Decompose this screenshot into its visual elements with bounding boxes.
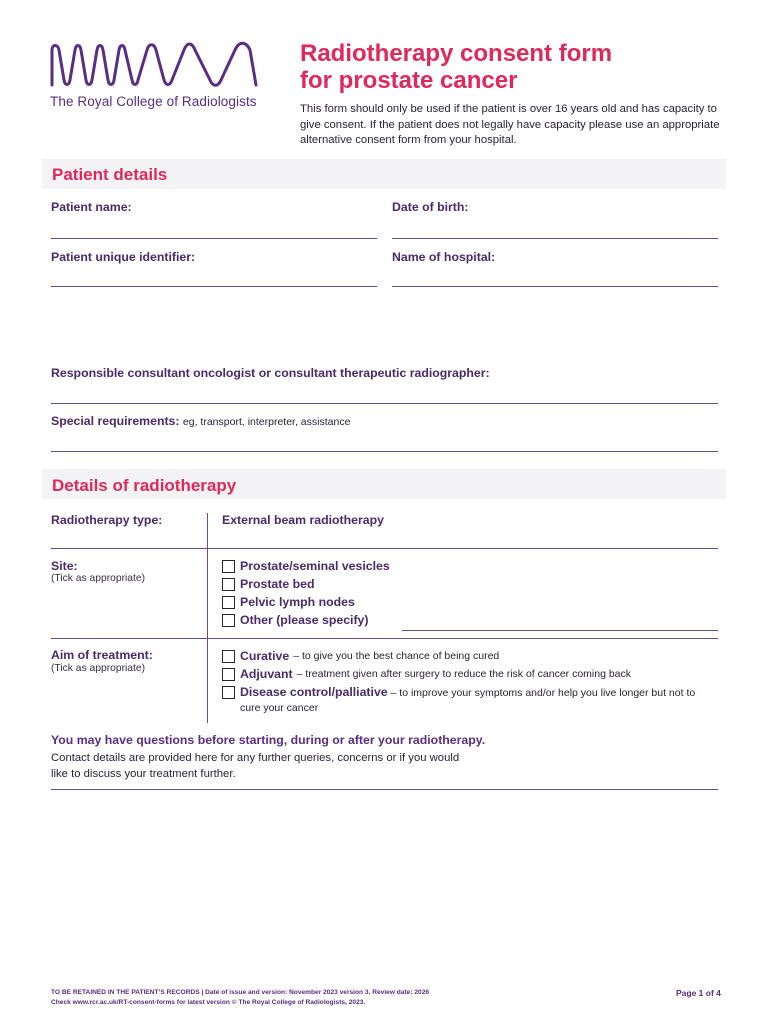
- aim-option-desc: – to improve your symptoms and/or help you live longer but not to cure your cancer: [240, 687, 696, 714]
- page-title: [300, 40, 720, 94]
- checkbox[interactable]: [222, 650, 235, 663]
- radiotherapy-type-label: Radiotherapy type:: [51, 513, 163, 527]
- site-option-label: Prostate bed: [240, 577, 315, 591]
- radiotherapy-heading: Details of radiotherapy: [52, 476, 237, 495]
- questions-body: Contact details are provided here for any further queries, concerns or if you would like to discuss your treatment further.: [51, 752, 460, 780]
- site-label: Site:: [51, 559, 78, 573]
- other-site-field[interactable]: [402, 630, 718, 631]
- aim-hint: (Tick as appropriate): [51, 663, 146, 674]
- questions-divider: [51, 789, 718, 790]
- radiotherapy-type-value: External beam radiotherapy: [222, 513, 384, 527]
- checkbox[interactable]: [222, 560, 235, 573]
- site-option-pelvic-lymph[interactable]: [222, 595, 355, 609]
- site-option-label: Pelvic lymph nodes: [240, 595, 355, 609]
- site-option-prostate-seminal[interactable]: [222, 559, 390, 573]
- dob-field[interactable]: [392, 238, 718, 239]
- hospital-field[interactable]: [392, 286, 718, 287]
- rcr-logo-icon: [50, 40, 260, 90]
- aim-option-curative[interactable]: [222, 649, 499, 663]
- site-option-label: Other (please specify): [240, 613, 369, 627]
- column-divider: [207, 513, 208, 723]
- intro-text: This form should only be used if the patient is over 16 years old and has capacity to give consent. If the patient does not legally have capacity please use an appropriate alternative consent form from your hospital.: [300, 103, 720, 146]
- aim-option-label: Disease control/palliative: [240, 685, 388, 699]
- checkbox[interactable]: [222, 614, 235, 627]
- dob-label: Date of birth:: [392, 200, 469, 214]
- consultant-label: Responsible consultant oncologist or consultant therapeutic radiographer:: [51, 366, 490, 380]
- aim-option-palliative[interactable]: [222, 686, 718, 716]
- special-requirements-hint: eg, transport, interpreter, assistance: [182, 416, 351, 428]
- title-line-1: Radiotherapy consent form: [300, 40, 613, 67]
- footer-line-2: Check www.rcr.ac.uk/RT-consent-forms for latest version © The Royal College of Radiologists, 2023.: [51, 998, 366, 1006]
- checkbox[interactable]: [222, 596, 235, 609]
- aim-option-label: Adjuvant: [240, 667, 293, 681]
- patient-details-heading: Patient details: [52, 165, 168, 184]
- title-line-2: for prostate cancer: [300, 67, 518, 94]
- consultant-field[interactable]: [51, 403, 718, 404]
- site-option-other[interactable]: [222, 613, 368, 627]
- site-option-prostate-bed[interactable]: [222, 577, 314, 591]
- aim-option-label: Curative: [240, 649, 290, 663]
- aim-option-text: [222, 685, 718, 716]
- special-requirements-title: Special requirements:: [51, 414, 180, 428]
- aim-option-desc: – treatment given after surgery to reduce the risk of cancer coming back: [296, 668, 632, 680]
- hospital-label: Name of hospital:: [392, 250, 496, 264]
- organisation-name: The Royal College of Radiologists: [50, 94, 257, 109]
- patient-name-field[interactable]: [51, 238, 377, 239]
- page-number: Page 1 of 4: [676, 988, 721, 998]
- footer-line-1: TO BE RETAINED IN THE PATIENT’S RECORDS | Date of issue and version: November 2023 version 3. Review date: 2026: [51, 989, 430, 996]
- row-divider: [51, 548, 718, 549]
- special-requirements-field[interactable]: [51, 451, 718, 452]
- site-option-label: Prostate/seminal vesicles: [240, 559, 390, 573]
- aim-option-desc: – to give you the best chance of being cured: [293, 650, 500, 662]
- checkbox[interactable]: [222, 578, 235, 591]
- questions-heading: You may have questions before starting, during or after your radiotherapy.: [51, 733, 486, 747]
- aim-option-adjuvant[interactable]: [222, 667, 631, 681]
- aim-label: Aim of treatment:: [51, 648, 153, 662]
- site-hint: (Tick as appropriate): [51, 573, 146, 584]
- identifier-field[interactable]: [51, 286, 377, 287]
- special-requirements-label: [51, 414, 350, 428]
- checkbox[interactable]: [222, 668, 235, 681]
- checkbox[interactable]: [222, 686, 235, 699]
- footer-text: [51, 988, 611, 1007]
- identifier-label: Patient unique identifier:: [51, 250, 196, 264]
- patient-name-label: Patient name:: [51, 200, 132, 214]
- row-divider: [51, 638, 718, 639]
